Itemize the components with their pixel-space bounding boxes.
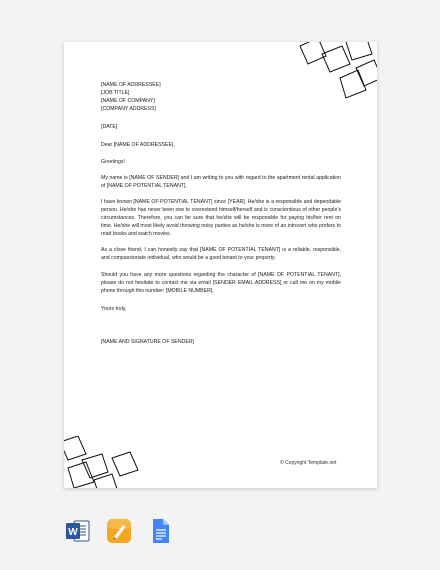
copyright-notice: © Copyright Template.net — [280, 460, 337, 466]
body-paragraph: As a close friend, I can honestly say that [NAME OF POTENTIAL TENANT] is a reliable, responsible, and compassionate individual, who would be a good tenant to your property. — [101, 247, 341, 262]
body-paragraph: My name is [NAME OF SENDER] and I am writing to you with regard to the apartment rental application of [NAME OF POTENTIAL TENANT]. — [101, 174, 341, 189]
recipient-name: [NAME OF ADDRESSEE] — [101, 82, 161, 88]
recipient-company-address: [COMPANY ADDRESS] — [101, 106, 156, 113]
letter-body — [101, 81, 341, 346]
word-icon[interactable] — [65, 519, 91, 543]
recipient-address-block — [101, 81, 341, 113]
google-docs-icon[interactable] — [147, 519, 173, 543]
body-paragraph: I have known [NAME OF POTENTIAL TENANT] since [YEAR]. He/she is a responsible and dependable person. He/she has never been one to overextend himself/herself and is conscientious of other people’s circumstances. Therefore, you can be sure that he/she will be responsible for paying his/her rent on time. He/she will most likely avoid throwing noisy parties as he/she is more of an introvert who prefers to read books and watch movies. — [101, 198, 341, 238]
letter-page — [64, 42, 377, 488]
recipient-job-title: [JOB TITLE] — [101, 90, 130, 97]
pages-icon[interactable] — [106, 519, 132, 543]
greeting: Greetings! — [101, 158, 125, 165]
geometric-corner-decoration-bottom-left — [64, 436, 144, 488]
recipient-company: [NAME OF COMPANY] — [101, 98, 155, 105]
body-paragraph: Should you have any more questions regarding the character of [NAME OF POTENTIAL TENANT], please do not hesitate to contact me via email [SENDER EMAIL ADDRESS] or call me on my mobile phone through this number: [MOBILE NUMBER]. — [101, 271, 341, 294]
closing: Yours truly, — [101, 305, 127, 312]
letter-date: [DATE] — [101, 124, 118, 131]
salutation: Dear [NAME OF ADDRESSEE], — [101, 142, 175, 149]
word-icon-letter: W — [68, 527, 78, 538]
signature-line: [NAME AND SIGNATURE OF SENDER] — [101, 338, 195, 345]
app-format-icons — [65, 519, 173, 543]
